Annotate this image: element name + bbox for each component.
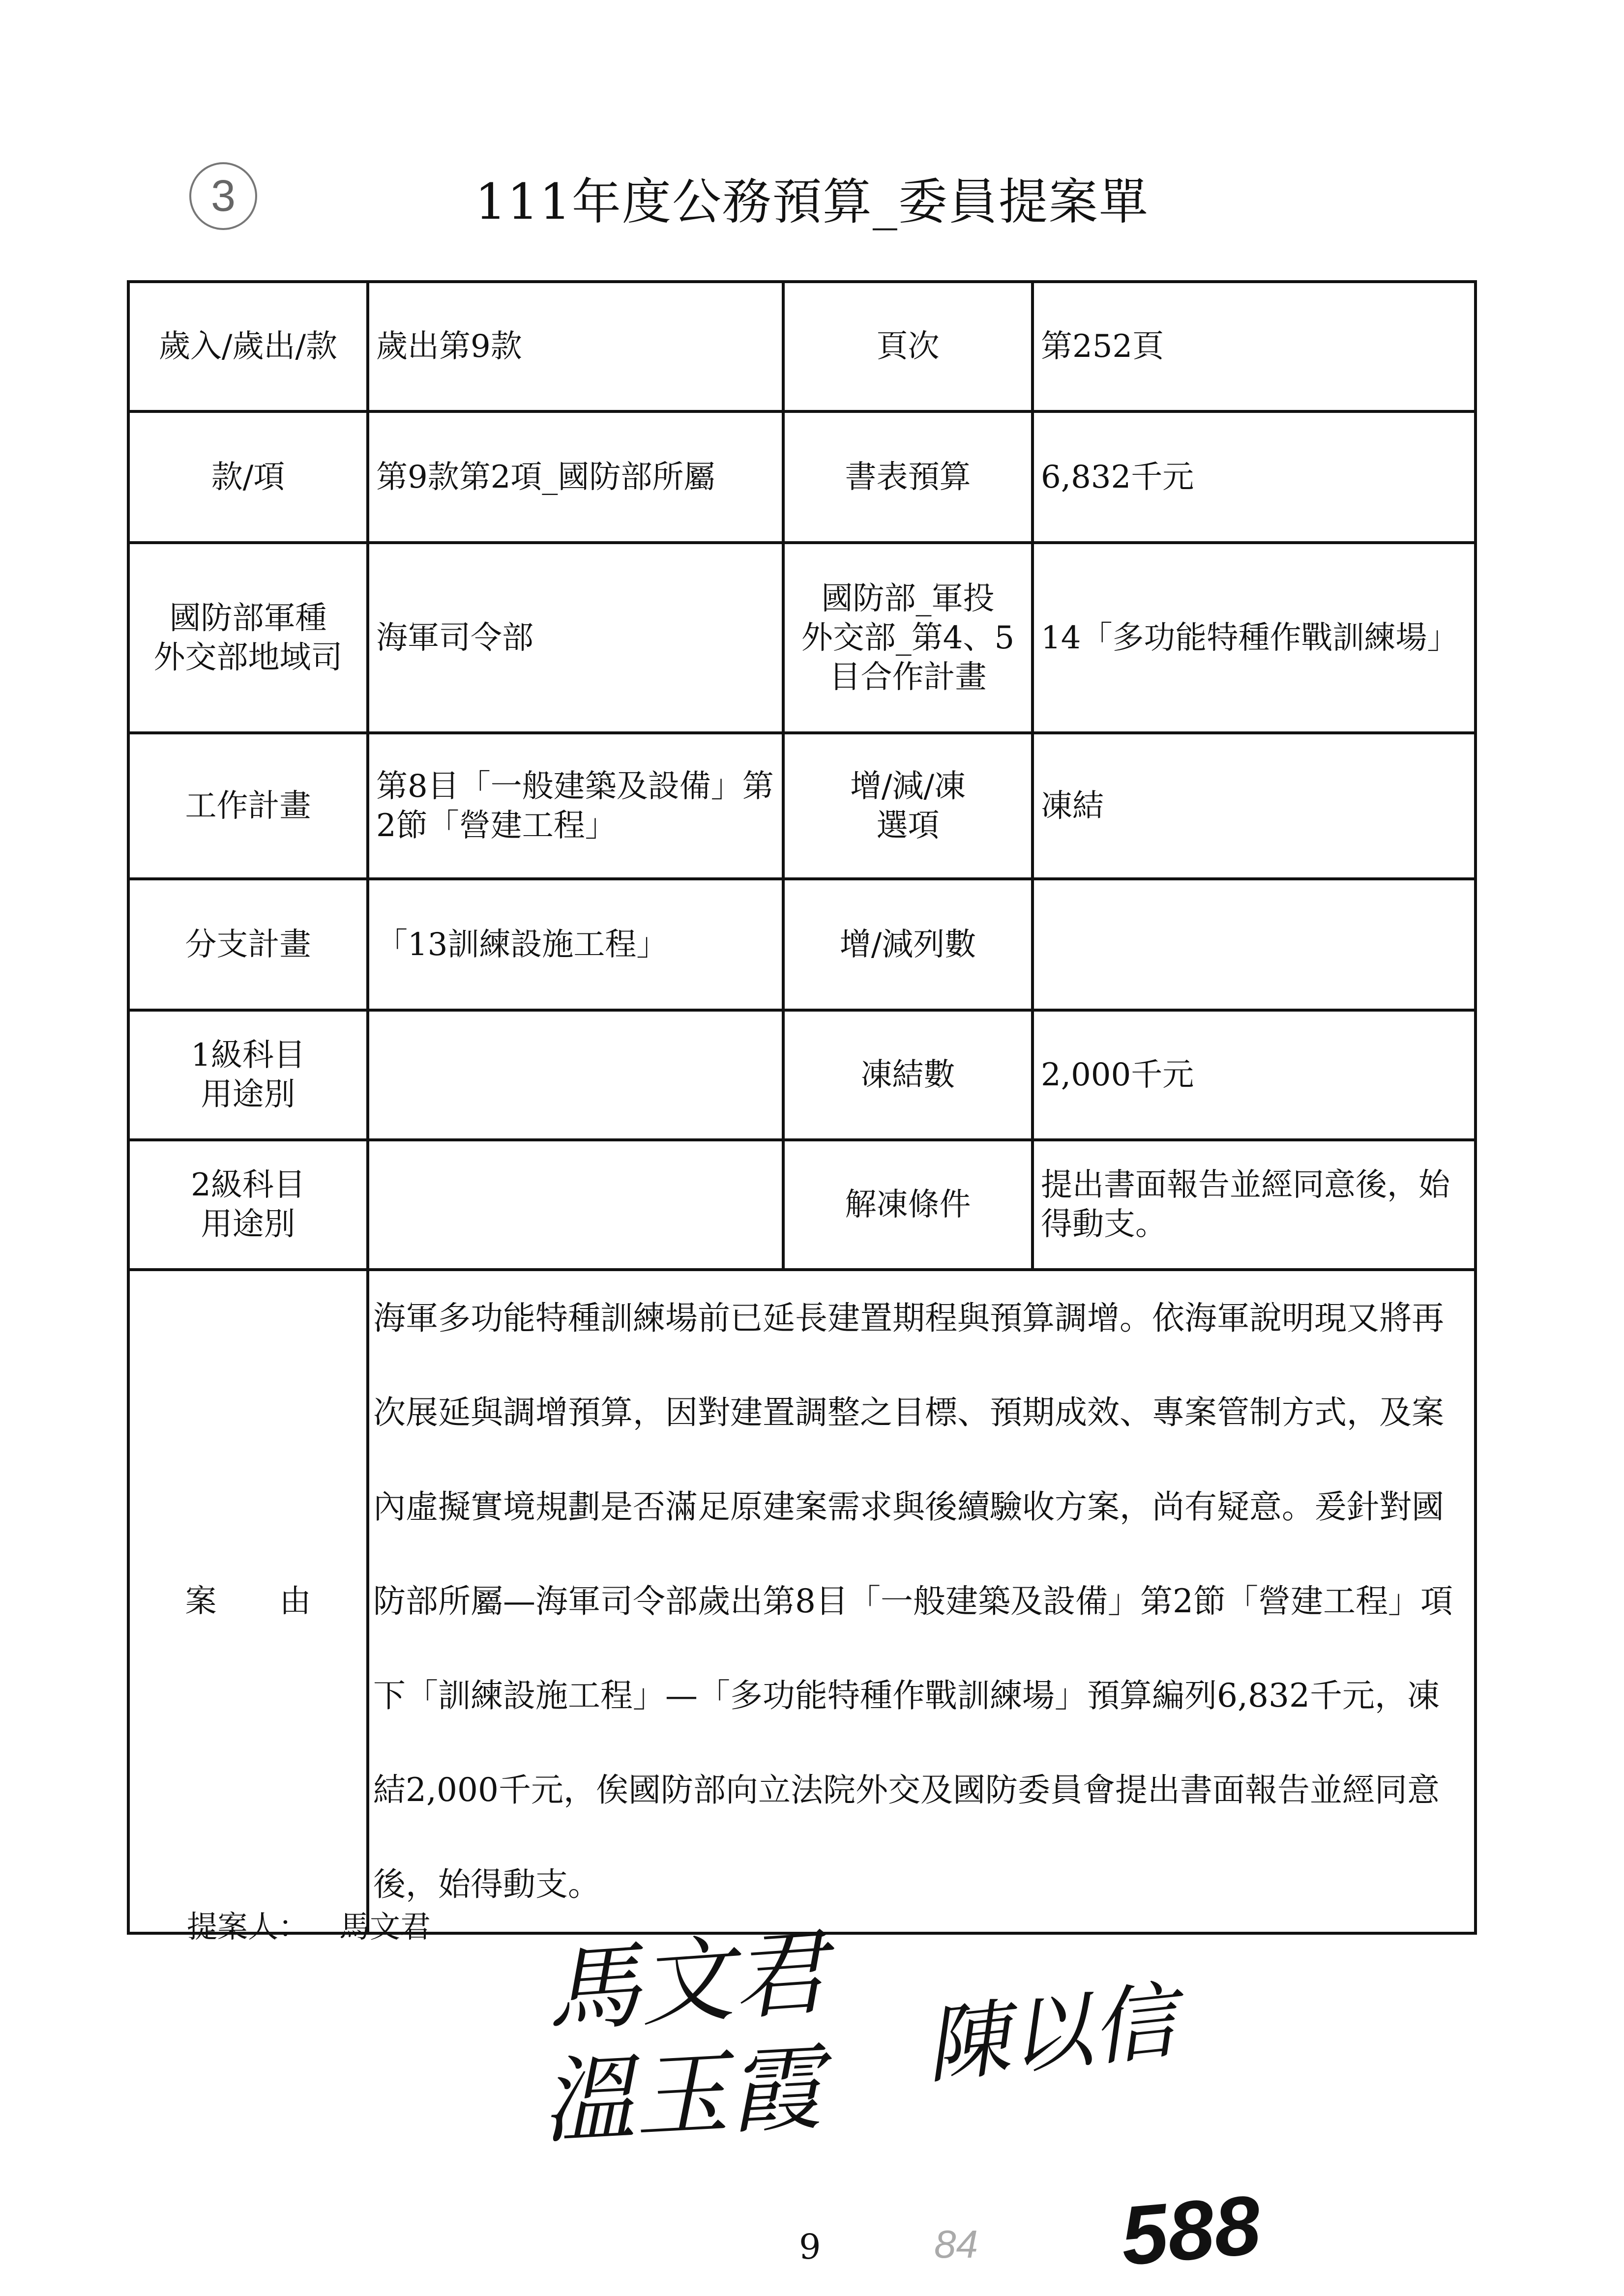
field-value: 6,832千元 [1033, 411, 1476, 543]
table-row [128, 879, 1476, 1010]
field-value: 第8目「一般建築及設備」第2節「營建工程」 [368, 733, 783, 879]
field-label: 1級科目 用途別 [128, 1010, 368, 1140]
field-label: 解凍條件 [783, 1140, 1033, 1270]
field-label: 國防部軍種 外交部地域司 [128, 543, 368, 733]
field-value: 「13訓練設施工程」 [368, 879, 783, 1010]
field-value: 第252頁 [1033, 282, 1476, 411]
field-value [1033, 879, 1476, 1010]
field-label: 增/減/凍 選項 [783, 733, 1033, 879]
table-row [128, 543, 1476, 733]
field-label: 國防部_軍投 外交部_第4、5 目合作計畫 [783, 543, 1033, 733]
field-value: 歲出第9款 [368, 282, 783, 411]
handwritten-number: 588 [1117, 2178, 1265, 2283]
signature: 陳以信 [920, 1972, 1181, 2096]
field-label: 書表預算 [783, 411, 1033, 543]
field-value [368, 1140, 783, 1270]
field-value: 第9款第2項_國防部所屬 [368, 411, 783, 543]
table-row [128, 1140, 1476, 1270]
field-value: 14「多功能特種作戰訓練場」 [1033, 543, 1476, 733]
field-label: 凍結數 [783, 1010, 1033, 1140]
reason-text: 海軍多功能特種訓練場前已延長建置期程與預算調增。依海軍說明現又將再次展延與調增預算，因對建置調整之目標、預期成效、專案管制方式，及案內虛擬實境規劃是否滿足原建案需求與後續驗收方案，尚有疑意。爰針對國防部所屬—海軍司令部歲出第8目「一般建築及設備」第2節「營建工程」項下「訓練設施工程」—「多功能特種作戰訓練場」預算編列6,832千元，凍結2,000千元，俟國防部向立法院外交及國防委員會提出書面報告並經同意後，始得動支。 [368, 1270, 1476, 1933]
field-label: 2級科目 用途別 [128, 1140, 368, 1270]
stamp-number: 84 [934, 2222, 978, 2266]
signature: 溫玉霞 [538, 2034, 825, 2157]
field-label: 增/減列數 [783, 879, 1033, 1010]
reason-label: 案 由 [128, 1270, 368, 1933]
field-label: 款/項 [128, 411, 368, 543]
field-value [368, 1010, 783, 1140]
field-label: 頁次 [783, 282, 1033, 411]
field-label: 分支計畫 [128, 879, 368, 1010]
proposer-label: 提案人： [187, 1909, 309, 1945]
field-label: 工作計畫 [128, 733, 368, 879]
field-label: 歲入/歲出/款 [128, 282, 368, 411]
field-value: 海軍司令部 [368, 543, 783, 733]
page-number: 9 [799, 2227, 821, 2267]
field-value: 提出書面報告並經同意後，始得動支。 [1033, 1140, 1476, 1270]
signature: 馬文君 [543, 1918, 830, 2046]
table-row [128, 282, 1476, 411]
page-title: 111年度公務預算_委員提案單 [475, 173, 1149, 231]
circled-number: 3 [189, 162, 257, 230]
table-row-reason [128, 1270, 1476, 1933]
table-row [128, 1010, 1476, 1140]
proposal-table [127, 280, 1477, 1935]
field-value: 2,000千元 [1033, 1010, 1476, 1140]
table-row [128, 411, 1476, 543]
table-row [128, 733, 1476, 879]
field-value: 凍結 [1033, 733, 1476, 879]
proposer-name: 馬文君 [339, 1909, 431, 1945]
